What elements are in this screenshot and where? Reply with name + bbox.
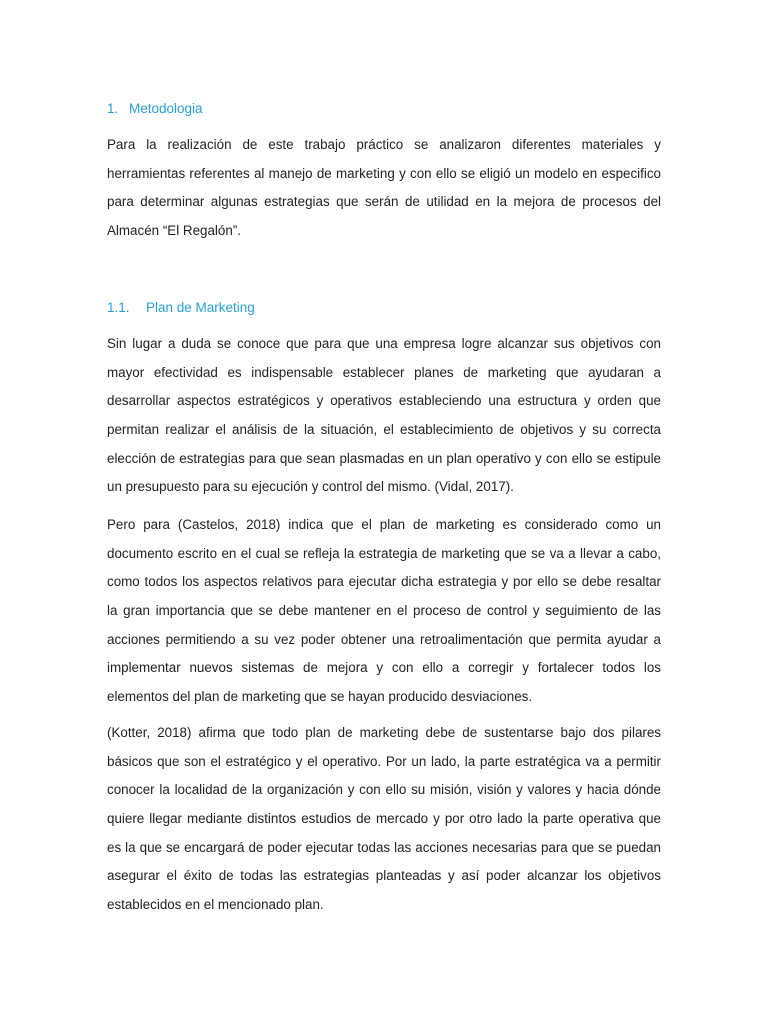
paragraph-line: elección de estrategias para que sean plasmadas en un plan operativo y con ello se estipule xyxy=(107,450,661,466)
paragraph-line: un presupuesto para su ejecución y control del mismo. (Vidal, 2017). xyxy=(107,479,514,495)
paragraph-line: básicos que son el estratégico y el operativo. Por un lado, la parte estratégica va a permitir xyxy=(107,753,661,769)
paragraph-kotter xyxy=(107,719,661,920)
paragraph-line: la gran importancia que se debe mantener en el proceso de control y seguimiento de las xyxy=(107,603,661,619)
section-title: Plan de Marketing xyxy=(146,300,255,315)
section-number: 1.1. xyxy=(107,300,130,315)
section-title: Metodologia xyxy=(129,101,203,116)
section-number: 1. xyxy=(107,101,119,116)
paragraph-line: Pero para (Castelos, 2018) indica que el plan de marketing es considerado como un xyxy=(107,517,661,532)
paragraph-line: quiere llegar mediante distintos estudios de mercado y por otro lado la parte operativa que xyxy=(107,811,661,827)
paragraph-line: es la que se encargará de poder ejecutar todas las acciones necesarias para que se puedan xyxy=(107,839,661,855)
paragraph-line: asegurar el éxito de todas las estrategias planteadas y así poder alcanzar los objetivos xyxy=(107,868,661,884)
section-heading-plan-de-marketing xyxy=(107,299,255,317)
paragraph-line: documento escrito en el cual se refleja la estrategia de marketing que se va a llevar a cabo, xyxy=(107,545,661,561)
paragraph-line: (Kotter, 2018) afirma que todo plan de marketing debe de sustentarse bajo dos pilares xyxy=(107,725,661,740)
paragraph-line: elementos del plan de marketing que se hayan producido desviaciones. xyxy=(107,689,533,705)
paragraph-line: desarrollar aspectos estratégicos y operativos estableciendo una estructura y orden que xyxy=(107,393,661,409)
section-heading-metodologia xyxy=(107,100,203,118)
paragraph-line: establecidos en el mencionado plan. xyxy=(107,897,324,913)
paragraph-vidal xyxy=(107,330,661,502)
paragraph-line: acciones permitiendo a su vez poder obtener una retroalimentación que permita ayudar a xyxy=(107,631,661,647)
paragraph-intro xyxy=(107,131,661,246)
paragraph-line: conocer la localidad de la organización y con ello su misión, visión y valores y hacia dónde xyxy=(107,782,661,798)
paragraph-line: herramientas referentes al manejo de marketing y con ello se eligió un modelo en especifico xyxy=(107,165,661,181)
paragraph-castelos xyxy=(107,511,661,712)
paragraph-line: Almacén “El Regalón”. xyxy=(107,223,241,239)
paragraph-line: implementar nuevos sistemas de mejora y con ello a corregir y fortalecer todos los xyxy=(107,660,661,676)
paragraph-line: para determinar algunas estrategias que serán de utilidad en la mejora de procesos del xyxy=(107,194,661,210)
paragraph-line: Sin lugar a duda se conoce que para que una empresa logre alcanzar sus objetivos con xyxy=(107,336,661,351)
paragraph-line: como todos los aspectos relativos para ejecutar dicha estrategia y por ello se debe resaltar xyxy=(107,574,661,590)
paragraph-line: Para la realización de este trabajo práctico se analizaron diferentes materiales y xyxy=(107,137,661,152)
paragraph-line: mayor efectividad es indispensable establecer planes de marketing que ayudaran a xyxy=(107,364,661,380)
paragraph-line: permitan realizar el análisis de la situación, el establecimiento de objetivos y su correcta xyxy=(107,422,661,438)
